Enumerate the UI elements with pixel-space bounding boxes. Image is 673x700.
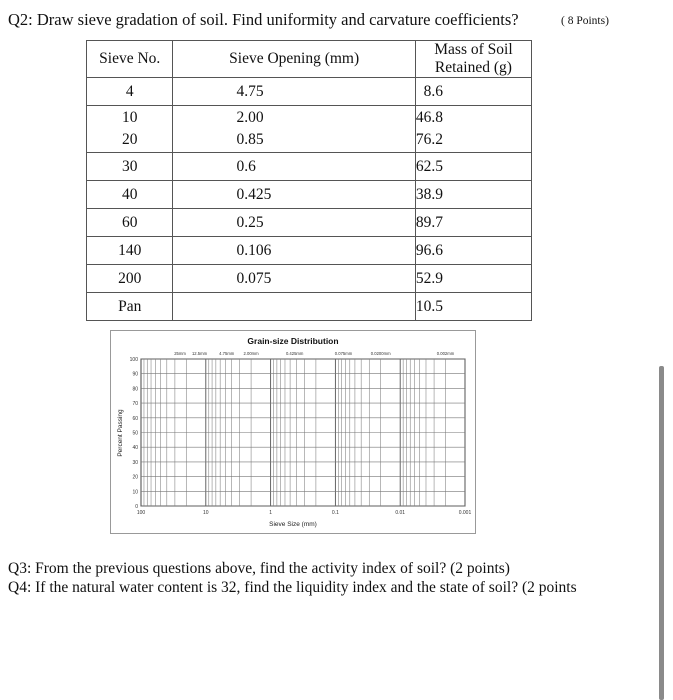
chart-y-tick-label: 60 — [132, 415, 138, 422]
table-row — [87, 153, 532, 181]
cell-mass: 8.6 — [415, 78, 531, 106]
cell-mass: 96.6 — [415, 237, 531, 265]
cell-sieve-no: 4 — [87, 78, 173, 106]
cell-opening: 0.85 — [236, 131, 264, 148]
cell-sieve-no: 140 — [87, 237, 173, 265]
question-2-text: Q2: Draw sieve gradation of soil. Find uniformity and carvature coefficients? — [8, 10, 519, 29]
chart-top-sieve-label: 2.00mm — [243, 351, 259, 356]
chart-y-tick-label: 10 — [132, 489, 138, 496]
cell-mass: 62.5 — [415, 153, 531, 181]
table-row-merged — [87, 106, 532, 153]
cell-mass: 76.2 — [415, 131, 443, 148]
chart-x-tick-label: 100 — [136, 510, 146, 516]
chart-y-tick-label: 20 — [132, 474, 138, 481]
chart-y-tick-label: 70 — [132, 401, 138, 408]
question-3-text: Q3: From the previous questions above, find the activity index of soil? (2 points) — [8, 560, 510, 577]
cell-opening: 2.00 — [236, 109, 264, 126]
cell-opening: 0.075 — [173, 265, 415, 293]
scrollbar[interactable] — [659, 366, 664, 700]
header-sieve-no: Sieve No. — [87, 41, 173, 78]
chart-x-tick-label: 0.01 — [395, 510, 406, 516]
cell-mass: 46.8 — [415, 109, 443, 126]
table-row — [87, 181, 532, 209]
chart-x-label: Sieve Size (mm) — [269, 521, 317, 528]
header-sieve-opening: Sieve Opening (mm) — [173, 41, 415, 78]
chart-top-sieve-label: 12.5mm — [191, 351, 208, 356]
table-row — [87, 209, 532, 237]
chart-x-tick-label: 0.1 — [331, 510, 339, 516]
table-row — [87, 293, 532, 321]
chart-y-tick-label: 80 — [132, 386, 138, 393]
cell-mass: 52.9 — [415, 265, 531, 293]
cell-sieve-no: 10 — [121, 109, 138, 126]
chart-x-tick-label: 0.001 — [458, 510, 472, 516]
cell-opening — [173, 293, 415, 321]
chart-y-label: Percent Passing — [117, 409, 124, 457]
cell-opening: 0.106 — [173, 237, 415, 265]
chart-x-tick-label: 1 — [269, 510, 272, 516]
cell-sieve-no: Pan — [87, 293, 173, 321]
chart-top-sieve-label: 0.425mm — [285, 351, 304, 356]
cell-sieve-no-pair — [87, 106, 173, 153]
cell-sieve-no: 60 — [87, 209, 173, 237]
chart-y-tick-label: 40 — [132, 445, 138, 452]
cell-opening-pair — [173, 106, 415, 153]
cell-mass: 38.9 — [415, 181, 531, 209]
cell-mass-pair — [415, 106, 531, 153]
chart-top-sieve-label: 25mm — [174, 351, 186, 356]
cell-opening: 0.25 — [173, 209, 415, 237]
chart-y-tick-label: 0 — [135, 504, 138, 510]
cell-mass: 89.7 — [415, 209, 531, 237]
cell-sieve-no: 40 — [87, 181, 173, 209]
grain-size-chart-svg — [111, 331, 475, 533]
cell-opening: 0.425 — [173, 181, 415, 209]
table-row — [87, 237, 532, 265]
chart-y-tick-label: 90 — [132, 371, 138, 378]
question-2-points: ( 8 Points) — [561, 15, 609, 27]
table-header-row — [87, 41, 532, 78]
table-row — [87, 265, 532, 293]
chart-top-sieve-label: 0.0200mm — [370, 351, 391, 356]
chart-y-tick-label: 30 — [132, 459, 138, 466]
cell-sieve-no: 30 — [87, 153, 173, 181]
sieve-table — [86, 40, 532, 321]
cell-opening: 4.75 — [173, 78, 415, 106]
chart-top-sieve-label: 4.75mm — [219, 351, 235, 356]
header-mass-retained: Mass of Soil Retained (g) — [415, 41, 531, 78]
table-row — [87, 78, 532, 106]
chart-title: Grain-size Distribution — [247, 336, 339, 346]
question-4-text: Q4: If the natural water content is 32, find the liquidity index and the state of soil? (2 points — [8, 579, 577, 596]
cell-sieve-no: 20 — [121, 131, 138, 148]
cell-sieve-no: 200 — [87, 265, 173, 293]
chart-x-tick-label: 10 — [203, 510, 209, 516]
chart-top-sieve-label: 0.075mm — [334, 351, 353, 356]
cell-mass: 10.5 — [415, 293, 531, 321]
chart-y-tick-label: 50 — [132, 430, 138, 437]
cell-opening: 0.6 — [173, 153, 415, 181]
grain-size-chart — [110, 330, 476, 534]
chart-grid — [141, 359, 465, 506]
chart-top-sieve-label: 0.002mm — [436, 351, 455, 356]
chart-y-tick-label: 100 — [129, 357, 138, 363]
